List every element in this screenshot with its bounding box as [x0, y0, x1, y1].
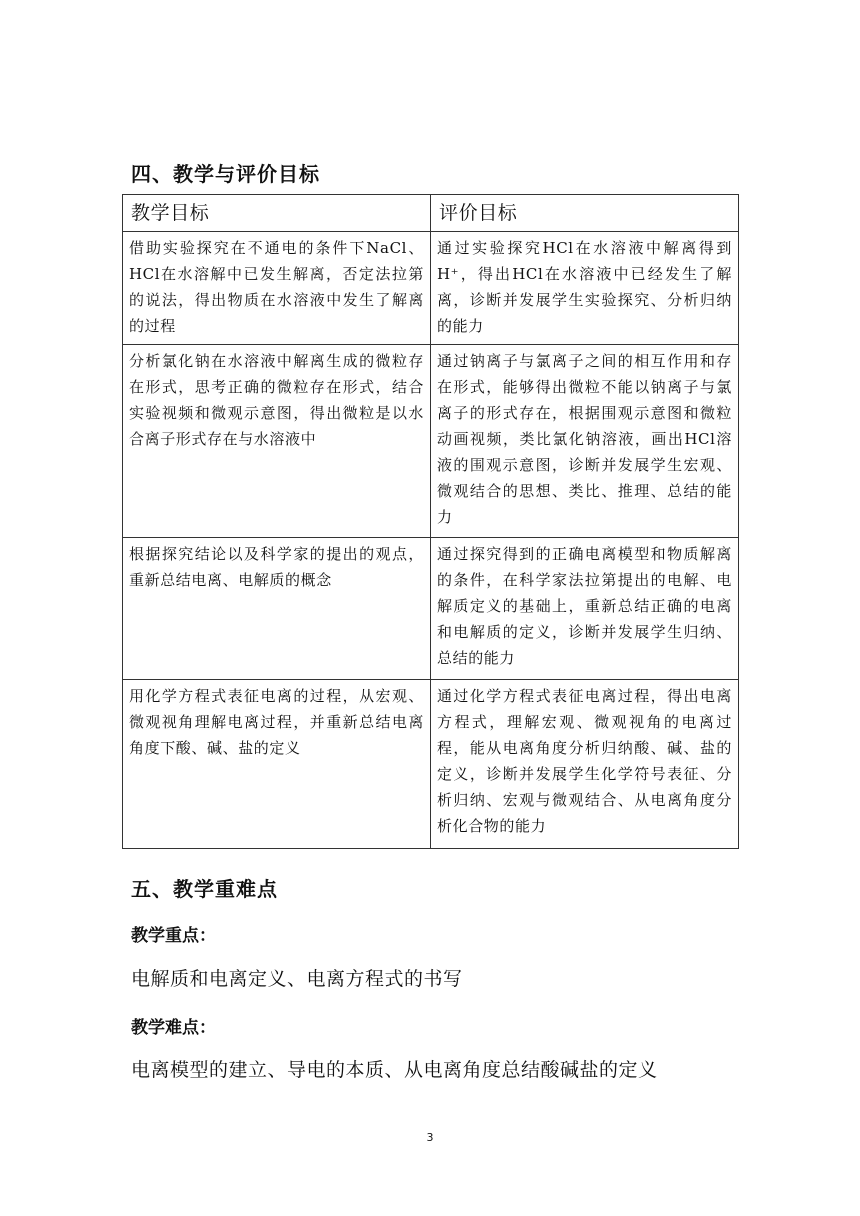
difficulties-text: 电离模型的建立、导电的本质、从电离角度总结酸碱盐的定义 — [131, 1059, 658, 1081]
goals-table — [122, 194, 739, 849]
teaching-goal-cell: 用化学方程式表征电离的过程，从宏观、微观视角理解电离过程，并重新总结电离角度下酸、碱、盐的定义 — [123, 680, 431, 849]
evaluation-goal-cell: 通过实验探究HCl在水溶液中解离得到H⁺，得出HCl在水溶液中已经发生了解离，诊断并发展学生实验探究、分析归纳的能力 — [431, 232, 739, 345]
table-row — [123, 680, 739, 849]
evaluation-goal-cell: 通过钠离子与氯离子之间的相互作用和存在形式，能够得出微粒不能以钠离子与氯离子的形式存在，根据围观示意图和微粒动画视频，类比氯化钠溶液，画出HCl溶液的围观示意图，诊断并发展学生宏观、微观结合的思想、类比、推理、总结的能力 — [431, 345, 739, 538]
evaluation-goal-cell: 通过化学方程式表征电离过程，得出电离方程式，理解宏观、微观视角的电离过程，能从电离角度分析归纳酸、碱、盐的定义，诊断并发展学生化学符号表征、分析归纳、宏观与微观结合、从电离角度分析化合物的能力 — [431, 680, 739, 849]
difficulties-label: 教学难点： — [131, 1018, 216, 1038]
teaching-goal-cell: 借助实验探究在不通电的条件下NaCl、HCl在水溶解中已发生解离，否定法拉第的说法，得出物质在水溶液中发生了解离的过程 — [123, 232, 431, 345]
evaluation-goal-cell: 通过探究得到的正确电离模型和物质解离的条件，在科学家法拉第提出的电解、电解质定义的基础上，重新总结正确的电离和电解质的定义，诊断并发展学生归纳、总结的能力 — [431, 538, 739, 680]
section-5-heading: 五、教学重难点 — [131, 877, 278, 901]
section-4-heading: 四、教学与评价目标 — [131, 162, 320, 186]
key-points-label: 教学重点： — [131, 926, 216, 946]
teaching-goal-cell: 分析氯化钠在水溶液中解离生成的微粒存在形式，思考正确的微粒存在形式，结合实验视频和微观示意图，得出微粒是以水合离子形式存在与水溶液中 — [123, 345, 431, 538]
header-evaluation-goals: 评价目标 — [431, 195, 739, 232]
table-row — [123, 345, 739, 538]
table-row — [123, 538, 739, 680]
table-header-row — [123, 195, 739, 232]
key-points-text: 电解质和电离定义、电离方程式的书写 — [131, 968, 463, 990]
header-teaching-goals: 教学目标 — [123, 195, 431, 232]
teaching-goal-cell: 根据探究结论以及科学家的提出的观点，重新总结电离、电解质的概念 — [123, 538, 431, 680]
table-row — [123, 232, 739, 345]
page-number: 3 — [426, 1131, 434, 1144]
